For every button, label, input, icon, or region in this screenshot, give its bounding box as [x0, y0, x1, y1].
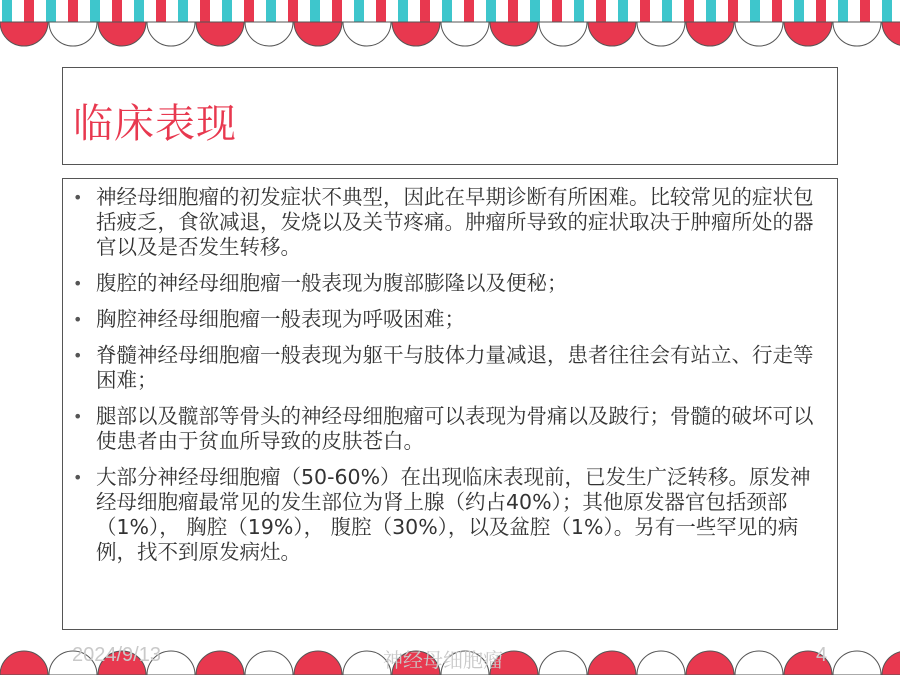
bullet-text: 大部分神经母细胞瘤（50-60%）在出现临床表现前，已发生广泛转移。原发神经母细胞瘤最常见的发生部位为肾上腺（约占40%）；其他原发器官包括颈部（1%）， 胸腔（19%）， 腹腔（30%），以及盆腔（1%）。另有一些罕见的病例，找不到原发病灶。: [96, 465, 811, 564]
footer-page-number: 4: [816, 644, 828, 666]
bullet-text: 腹腔的神经母细胞瘤一般表现为腹部膨隆以及便秘；: [96, 271, 568, 295]
bullet-text: 腿部以及髋部等骨头的神经母细胞瘤可以表现为骨痛以及跛行；骨髓的破坏可以使患者由于贫血所导致的皮肤苍白。: [96, 404, 814, 453]
bullet-item: [63, 404, 837, 454]
footer-date: 2024/9/13: [72, 644, 161, 666]
bullet-item: [63, 307, 837, 332]
content-box: [62, 178, 838, 630]
bullet-item: [63, 185, 837, 260]
bullet-icon: •: [73, 468, 83, 487]
bullet-item: [63, 343, 837, 393]
bullet-text: 胸腔神经母细胞瘤一般表现为呼吸困难；: [96, 307, 465, 331]
bullet-icon: •: [73, 346, 83, 365]
top-decorative-border: [0, 0, 900, 55]
bullet-icon: •: [73, 407, 83, 426]
bullet-list: [63, 185, 837, 576]
bullet-item: [63, 465, 837, 565]
bullet-text: 神经母细胞瘤的初发症状不典型，因此在早期诊断有所困难。比较常见的症状包括疲乏，食欲减退，发烧以及关节疼痛。肿瘤所导致的症状取决于肿瘤所处的器官以及是否发生转移。: [96, 185, 814, 259]
bullet-icon: •: [73, 188, 83, 207]
bullet-icon: •: [73, 310, 83, 329]
bullet-item: [63, 271, 837, 296]
title-box: [62, 67, 838, 165]
slide-title: 临床表现: [73, 101, 237, 147]
bullet-text: 脊髓神经母细胞瘤一般表现为躯干与肢体力量减退，患者往往会有站立、行走等困难；: [96, 343, 814, 392]
footer-topic: 神经母细胞瘤: [383, 650, 503, 672]
bullet-icon: •: [73, 274, 83, 293]
